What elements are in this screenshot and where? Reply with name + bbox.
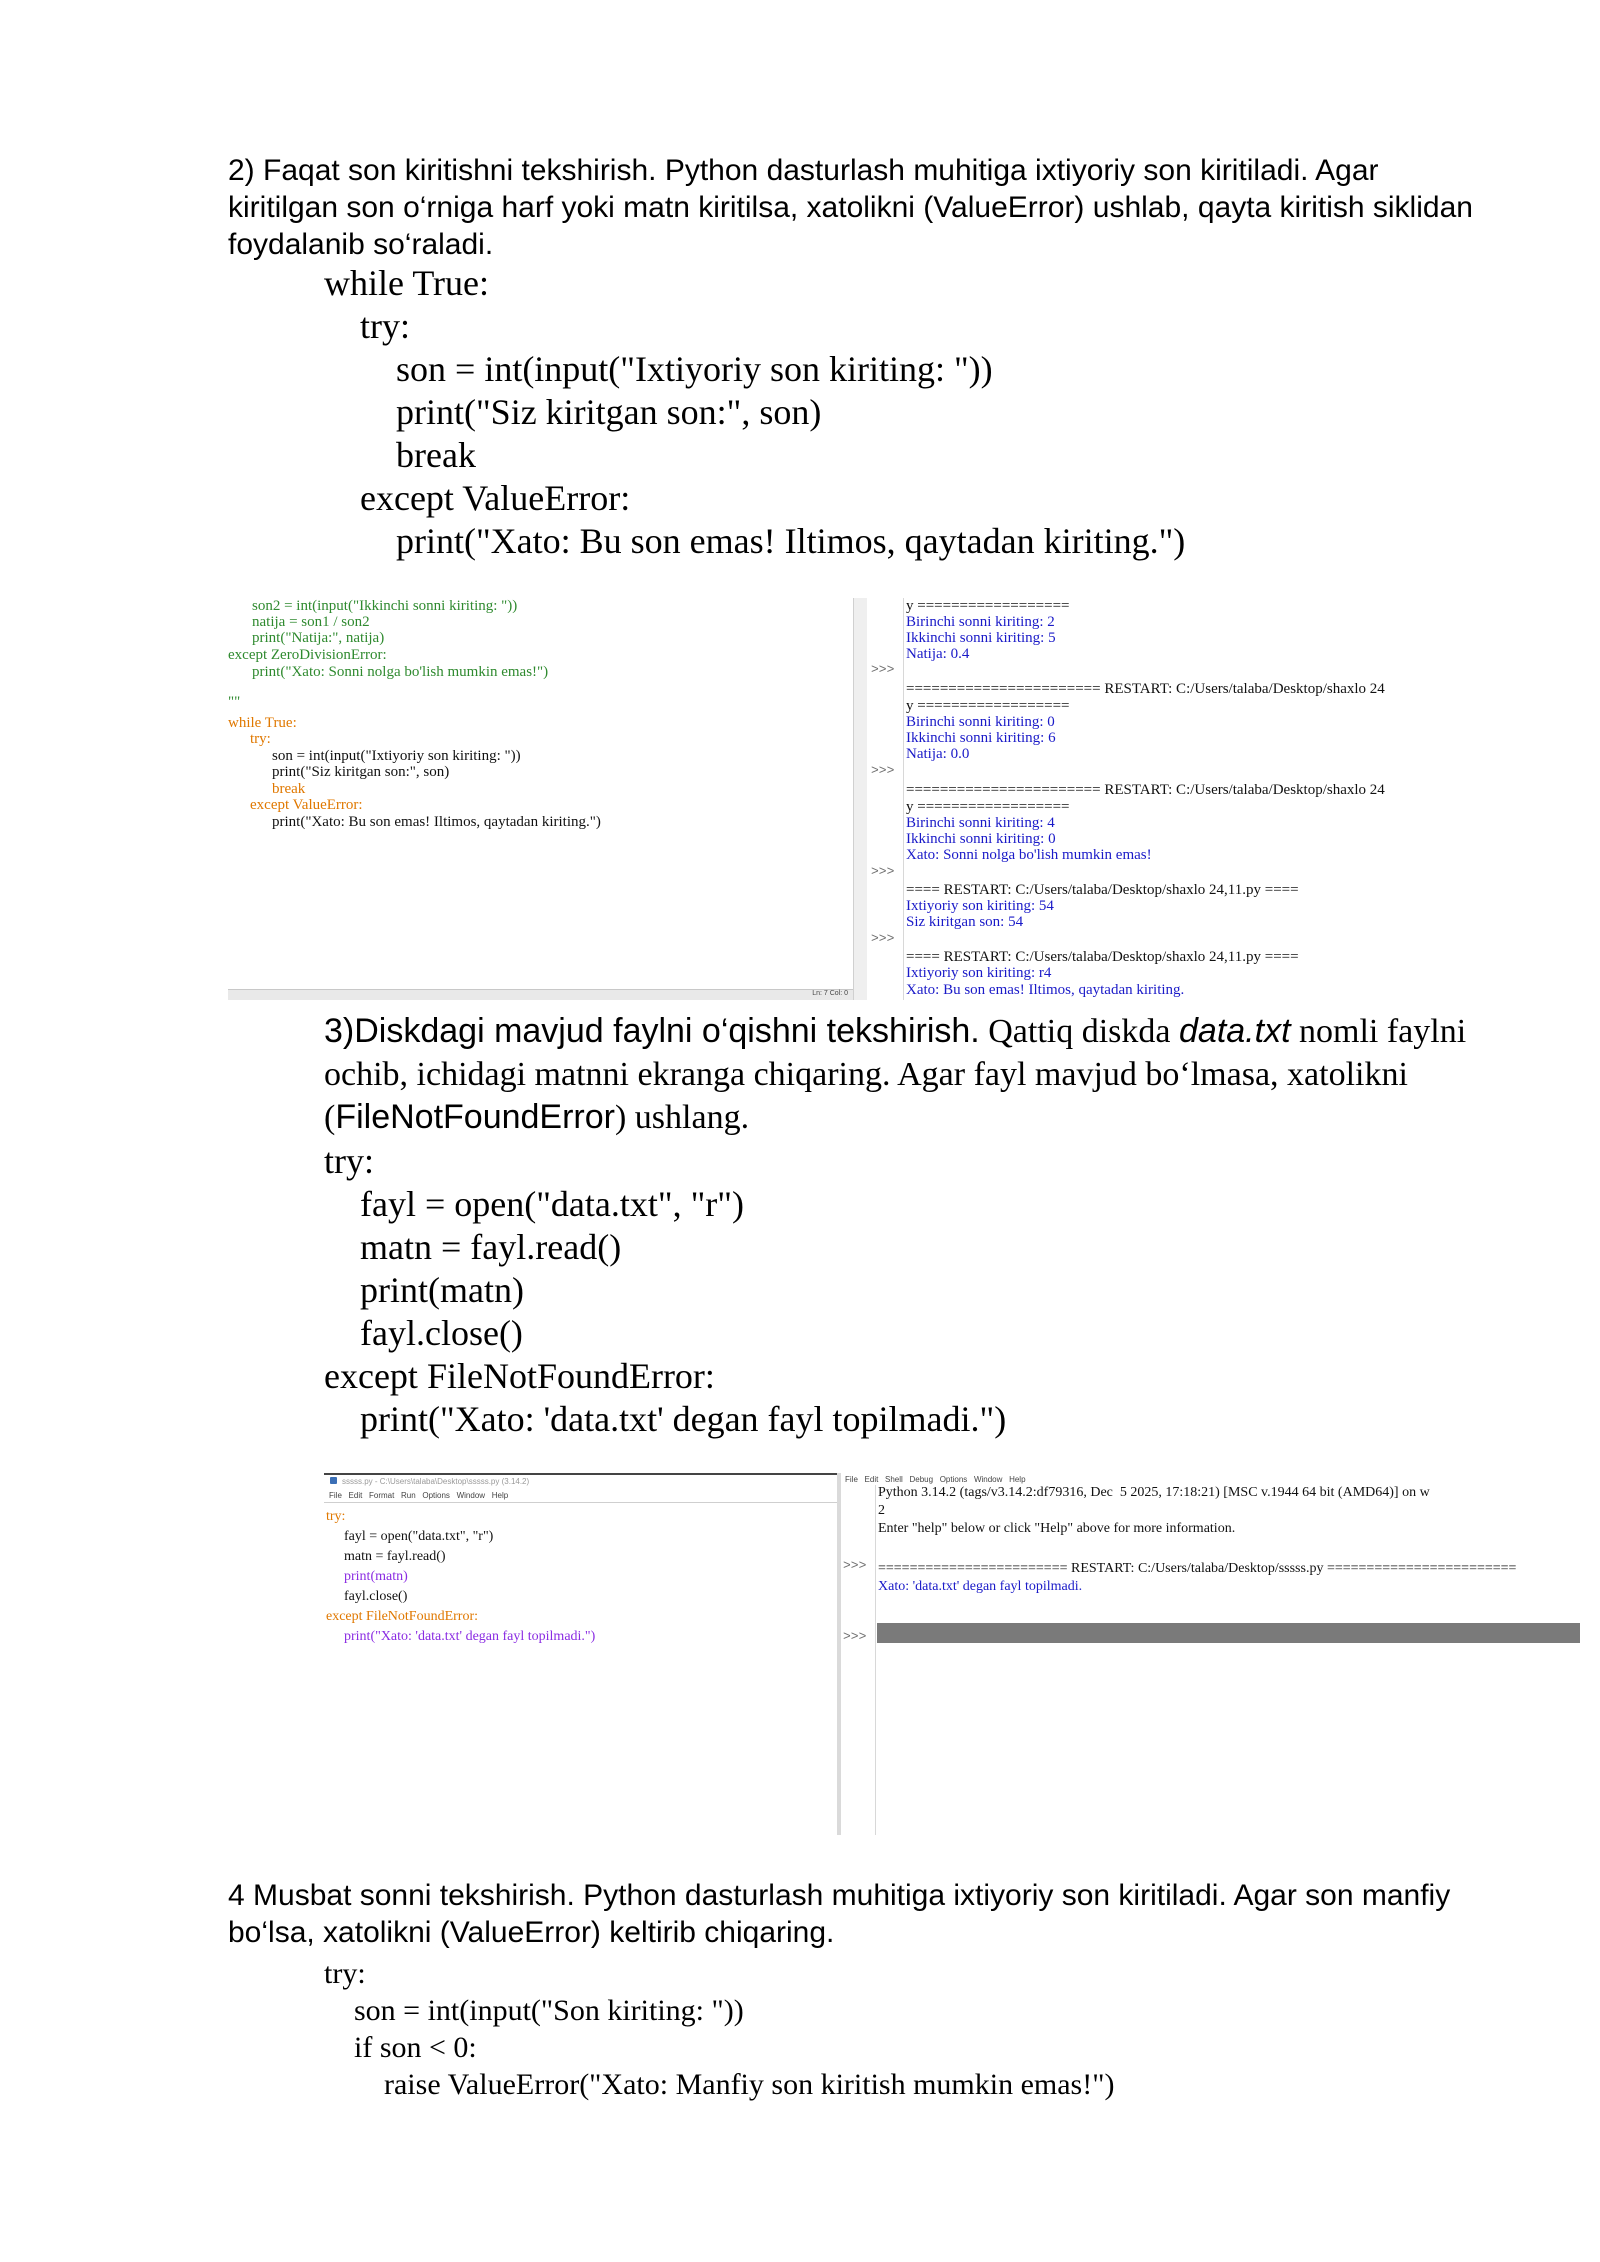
shell-line: y ==================	[906, 799, 1070, 815]
section3-text: Qattiq diskda	[979, 1013, 1179, 1050]
code-line: try:	[324, 306, 410, 346]
code-line: matn = fayl.read()	[324, 1227, 622, 1267]
editor-line: print("Natija:", natija)	[252, 630, 385, 646]
shell-line: Natija: 0.0	[906, 746, 970, 762]
shell-line: ======================== RESTART: C:/Users/talaba/Desktop/sssss.py ========================	[878, 1561, 1517, 1576]
section2-intro: 2) Faqat son kiritishni tekshirish. Python dasturlash muhitiga ixtiyoriy son kiritiladi. Agar kiritilgan son o‘rniga harf yoki matn kiritilsa, xatolikni (ValueError) ushlab, qayta kiritish siklidan foydalanib so‘raladi.	[228, 154, 1473, 261]
shell-prompt: >>>	[871, 662, 895, 677]
shell-line: Ikkinchi sonni kiriting: 5	[906, 630, 1056, 646]
shell-input-line[interactable]	[877, 1623, 1580, 1643]
section3-heading: 3)Diskdagi mavjud faylni o‘qishni tekshirish.	[324, 1012, 980, 1050]
shell-window	[841, 1473, 1580, 1835]
shell-line: Birinchi sonni kiriting: 0	[906, 714, 1055, 730]
section3-code-block	[324, 1140, 1006, 1441]
shell-prompt: >>>	[843, 1629, 867, 1644]
shell-line: ==== RESTART: C:/Users/talaba/Desktop/shaxlo 24,11.py ====	[906, 882, 1299, 898]
editor-line: fayl = open("data.txt", "r")	[344, 1529, 494, 1544]
shell-prompt: >>>	[871, 931, 895, 946]
editor-line: natija = son1 / son2	[252, 614, 370, 630]
editor-line: print("Xato: Bu son emas! Iltimos, qaytadan kiriting.")	[272, 814, 601, 830]
shell-line: Natija: 0.4	[906, 646, 970, 662]
exception-name: FileNotFoundError	[335, 1098, 615, 1136]
shell-line: Xato: Bu son emas! Iltimos, qaytadan kiriting.	[906, 982, 1185, 998]
shell-menu-bar[interactable]: File Edit Shell Debug Options Window Help	[845, 1475, 1026, 1484]
editor-title-bar	[324, 1473, 837, 1489]
editor-line: except FileNotFoundError:	[326, 1609, 479, 1624]
editor-status-bar	[228, 989, 858, 1000]
editor-line: break	[272, 781, 306, 797]
code-line: son = int(input("Ixtiyoriy son kiriting: "))	[324, 349, 993, 389]
shell-line: y ==================	[906, 598, 1070, 614]
code-line: print("Xato: Bu son emas! Iltimos, qaytadan kiriting.")	[324, 521, 1186, 561]
editor-pane	[228, 598, 853, 1000]
shell-gutter	[867, 598, 904, 1000]
code-line: fayl.close()	[324, 1313, 523, 1353]
code-line: except ValueError:	[324, 478, 631, 518]
shell-gutter	[841, 1485, 876, 1835]
idle-screenshot-2	[324, 1473, 1580, 1835]
code-line: if son < 0:	[324, 2031, 477, 2064]
shell-line: Birinchi sonni kiriting: 4	[906, 815, 1055, 831]
editor-menu-bar[interactable]: File Edit Format Run Options Window Help	[329, 1491, 509, 1500]
code-line: try:	[324, 1957, 366, 1990]
shell-line: Ikkinchi sonni kiriting: 6	[906, 730, 1056, 746]
cursor-position: Ln: 7 Col: 0	[812, 990, 848, 997]
shell-line: Ixtiyoriy son kiriting: 54	[906, 898, 1054, 914]
section3-text: nomli faylni ochib, ichidagi matnni ekranga chiqaring. Agar fayl mavjud bo‘lmasa, xatolikni (	[324, 1013, 1467, 1136]
editor-divider	[324, 1502, 837, 1503]
shell-line: Xato: 'data.txt' degan fayl topilmadi.	[878, 1579, 1083, 1594]
code-line: while True:	[324, 263, 490, 303]
shell-line: Ixtiyoriy son kiriting: r4	[906, 965, 1052, 981]
shell-line: Siz kiritgan son: 54	[906, 914, 1024, 930]
editor-line: print(matn)	[344, 1569, 408, 1584]
section3-intro	[324, 1010, 1494, 1139]
idle-screenshot-1	[228, 598, 1493, 1000]
code-line: break	[324, 435, 476, 475]
editor-title: sssss.py - C:\Users\talaba\Desktop\sssss.py (3.14.2)	[342, 1477, 530, 1486]
editor-line: matn = fayl.read()	[344, 1549, 446, 1564]
editor-line: ""	[228, 694, 241, 710]
shell-line: Birinchi sonni kiriting: 2	[906, 614, 1055, 630]
editor-line: try:	[250, 731, 271, 747]
shell-line: Xato: Sonni nolga bo'lish mumkin emas!	[906, 847, 1152, 863]
editor-line: print("Xato: 'data.txt' degan fayl topilmadi.")	[344, 1629, 596, 1644]
editor-line: try:	[326, 1509, 346, 1524]
shell-line: y ==================	[906, 698, 1070, 714]
editor-line: son2 = int(input("Ikkinchi sonni kiriting: "))	[252, 598, 518, 614]
filename-emphasis: data.txt	[1179, 1012, 1291, 1050]
shell-line: ==== RESTART: C:/Users/talaba/Desktop/shaxlo 24,11.py ====	[906, 949, 1299, 965]
editor-line: while True:	[228, 715, 297, 731]
shell-line: Python 3.14.2 (tags/v3.14.2:df79316, Dec 5 2025, 17:18:21) [MSC v.1944 64 bit (AMD64)] on w	[878, 1485, 1430, 1500]
shell-prompt: >>>	[843, 1558, 867, 1573]
code-line: except FileNotFoundError:	[324, 1356, 715, 1396]
shell-line: 2	[878, 1503, 885, 1518]
idle-icon	[330, 1477, 337, 1484]
shell-pane	[904, 598, 1493, 1000]
shell-line: ======================= RESTART: C:/Users/talaba/Desktop/shaxlo 24	[906, 681, 1385, 697]
editor-line: except ValueError:	[250, 797, 363, 813]
shell-prompt: >>>	[871, 763, 895, 778]
code-line: try:	[324, 1141, 374, 1181]
shell-prompt: >>>	[871, 864, 895, 879]
section2-code-block	[324, 262, 1185, 563]
code-line: son = int(input("Son kiriting: "))	[324, 1994, 744, 2027]
shell-line: Enter "help" below or click "Help" above for more information.	[878, 1521, 1236, 1536]
editor-line: print("Xato: Sonni nolga bo'lish mumkin emas!")	[252, 664, 549, 680]
section4-code-block	[324, 1955, 1114, 2103]
code-line: fayl = open("data.txt", "r")	[324, 1184, 744, 1224]
editor-window	[324, 1473, 837, 1835]
shell-line: ======================= RESTART: C:/Users/talaba/Desktop/shaxlo 24	[906, 782, 1385, 798]
code-line: print("Siz kiritgan son:", son)	[324, 392, 822, 432]
code-line: raise ValueError("Xato: Manfiy son kiritish mumkin emas!")	[324, 2068, 1115, 2101]
code-line: print(matn)	[324, 1270, 524, 1310]
editor-line: fayl.close()	[344, 1589, 408, 1604]
editor-line: except ZeroDivisionError:	[228, 647, 387, 663]
editor-line: son = int(input("Ixtiyoriy son kiriting: "))	[272, 748, 521, 764]
editor-line: print("Siz kiritgan son:", son)	[272, 764, 450, 780]
section4-intro: 4 Musbat sonni tekshirish. Python dasturlash muhitiga ixtiyoriy son kiritiladi. Agar son manfiy bo‘lsa, xatolikni (ValueError) keltirib chiqaring.	[228, 1879, 1451, 1949]
shell-line: Ikkinchi sonni kiriting: 0	[906, 831, 1056, 847]
section3-text: ) ushlang.	[614, 1099, 750, 1136]
code-line: print("Xato: 'data.txt' degan fayl topilmadi.")	[324, 1399, 1007, 1439]
